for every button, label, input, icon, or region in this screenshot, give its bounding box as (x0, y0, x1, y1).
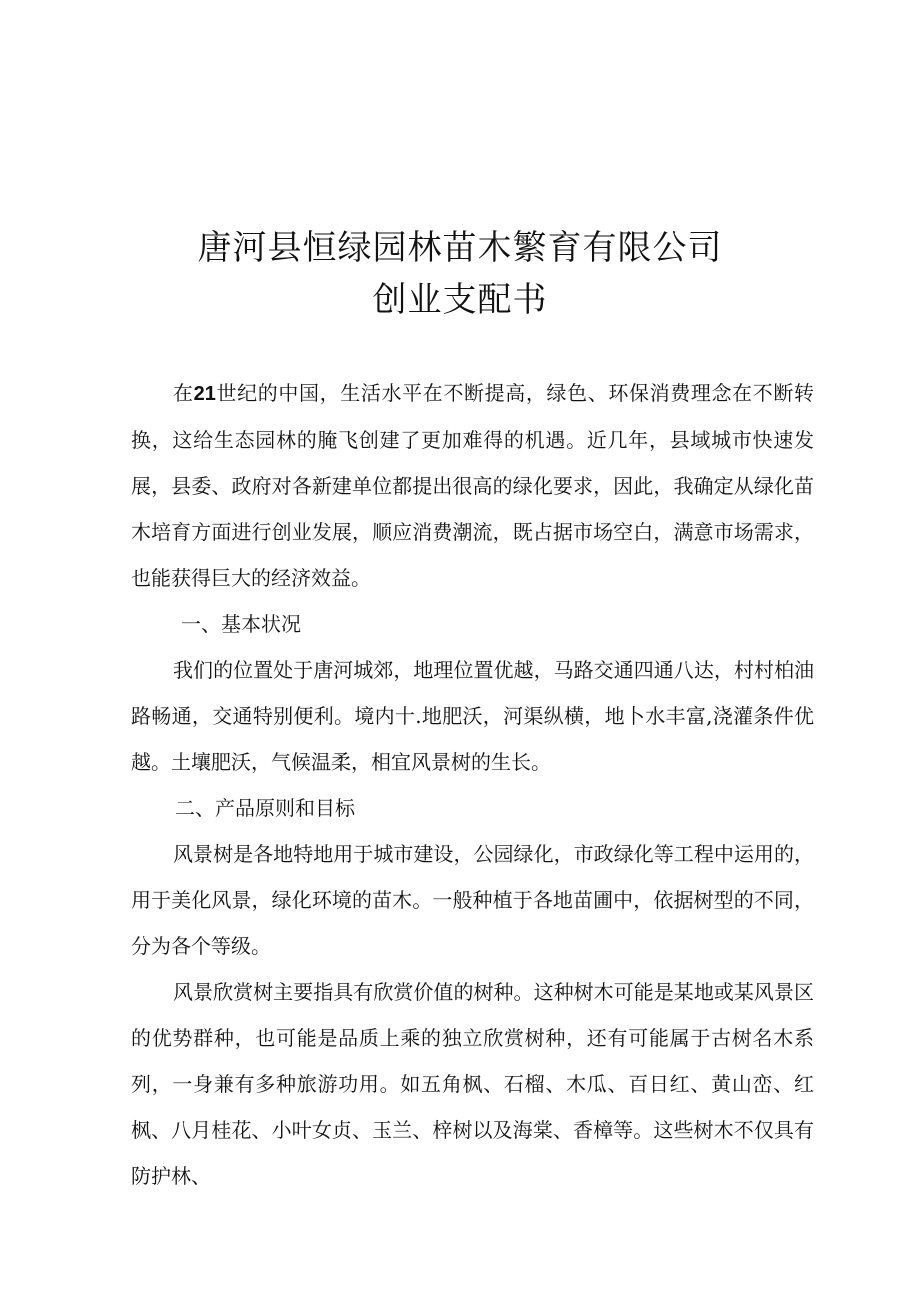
intro-rest: 世纪的中国，生活水平在不断提高，绿色、环保消费理念在不断转换，这给生态园林的腌飞创建了更加难得的机遇。近几年，县域城市快速发展，县委、政府对各新建单位都提出很高的绿化要求，因此，我确定从绿化苗木培育方面进行创业发展，顺应消费潮流，既占据市场空白，满意市场需求，也能获得巨大的经济效益。 (131, 381, 814, 590)
title-subtitle: 创业支配书 (372, 280, 548, 320)
section2-paragraph-1: 风景树是各地特地用于城市建设，公园绿化，市政绿化等工程中运用的，用于美化风景，绿化环境的苗木。一般种植于各地苗圃中，依据树型的不同，分为各个等级。 (131, 842, 814, 958)
intro-number: 21 (193, 383, 216, 405)
intro-paragraph (131, 370, 814, 601)
section1-paragraph: 我们的位置处于唐河城郊，地理位置优越，马路交通四通八达，村村柏油路畅通，交通特别便利。境内十.地肥沃，河渠纵横，地卜水丰富,浇灌条件优越。土壤肥沃，气候温柔，相宜风景树的生长。 (131, 658, 814, 774)
document-title (0, 222, 920, 326)
section-heading-basic-situation: 一、基本状况 (181, 612, 301, 636)
title-company-name: 唐河县恒绿园林苗木繁育有限公司 (197, 228, 723, 268)
document-body (131, 370, 814, 1199)
section-heading-product-principles: 二、产品原则和目标 (175, 796, 355, 820)
section2-paragraph-2: 风景欣赏树主要指具有欣赏价值的树种。这种树木可能是某地或某风景区的优势群种，也可能是品质上乘的独立欣赏树种，还有可能属于古树名木系列，一身兼有多种旅游功用。如五角枫、石榴、木瓜、百日红、黄山峦、红枫、八月桂花、小叶女贞、玉兰、梓树以及海棠、香樟等。这些树木不仅具有防护林、 (131, 980, 814, 1188)
intro-prefix: 在 (173, 381, 194, 405)
